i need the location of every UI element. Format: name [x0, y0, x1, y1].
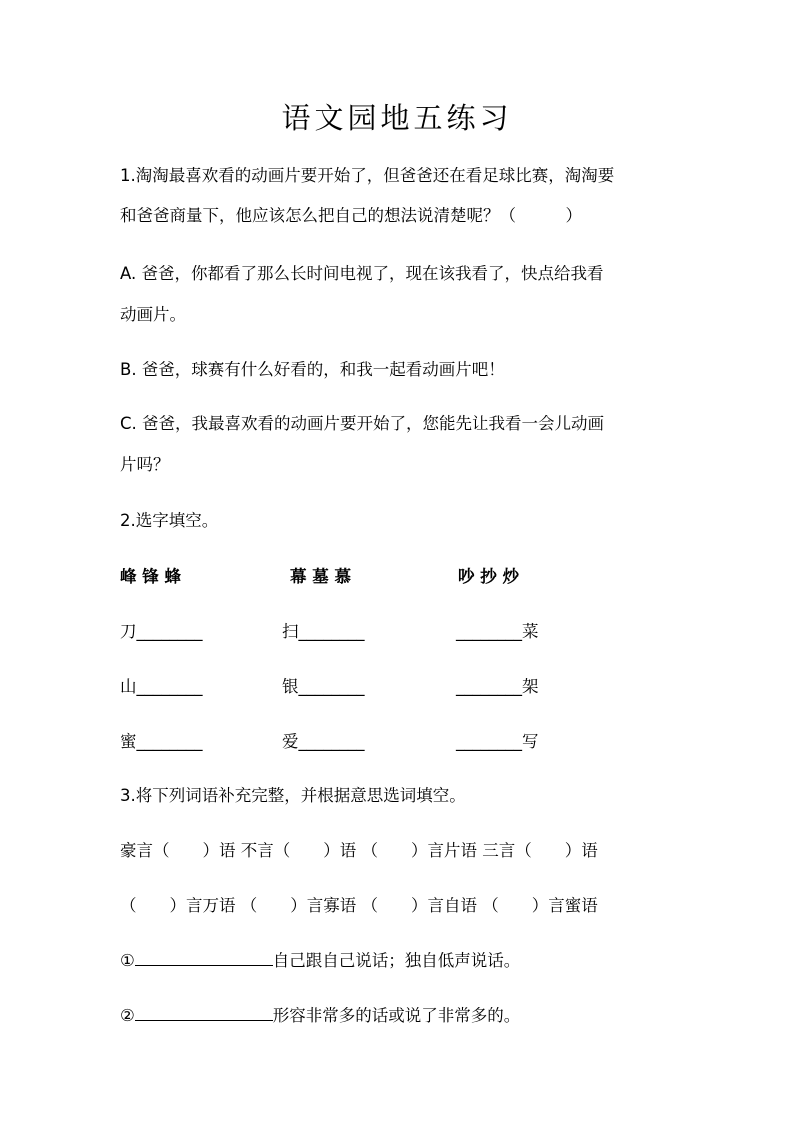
q2-char-group-2: 幕 墓 慕 — [290, 567, 351, 586]
q3-item-1-number: ① — [120, 951, 135, 970]
q3-item-1-text: 自己跟自己说话；独自低声说话。 — [272, 951, 521, 970]
q3-item-2 — [120, 1002, 520, 1026]
q1-stem-line2: 和爸爸商量下，他应该怎么把自己的想法说清楚呢？（ ） — [120, 206, 582, 225]
q3-idiom-row2[interactable]: （ ）言万语 （ ）言寡语 （ ）言自语 （ ）言蜜语 — [120, 896, 598, 915]
q2-heading: 2.选字填空。 — [120, 511, 219, 530]
q2-blank-row2-col2[interactable]: 银________ — [282, 677, 365, 696]
q3-heading: 3.将下列词语补充完整，并根据意思选词填空。 — [120, 786, 466, 805]
q2-blank-row2-col1[interactable]: 山________ — [120, 677, 203, 696]
q2-char-group-3: 吵 抄 炒 — [458, 567, 519, 586]
q3-item-2-blank[interactable] — [135, 1006, 273, 1021]
q3-item-1-blank[interactable] — [135, 951, 273, 966]
q3-item-2-number: ② — [120, 1006, 135, 1025]
q3-item-2-text: 形容非常多的话或说了非常多的。 — [272, 1006, 521, 1025]
q2-blank-row1-col2[interactable]: 扫________ — [282, 622, 365, 641]
q2-blank-row3-col1[interactable]: 蜜________ — [120, 732, 203, 751]
q2-blank-row3-col2[interactable]: 爱________ — [282, 732, 365, 751]
q2-blank-row2-col3[interactable]: ________架 — [456, 677, 539, 696]
q2-blank-row1-col3[interactable]: ________菜 — [456, 622, 539, 641]
page-title: 语文园地五练习 — [281, 101, 513, 135]
q1-stem-line1: 1.淘淘最喜欢看的动画片要开始了，但爸爸还在看足球比赛，淘淘要 — [120, 166, 615, 185]
q1-option-a-line1: A. 爸爸，你都看了那么长时间电视了，现在该我看了，快点给我看 — [120, 264, 604, 283]
q1-option-b: B. 爸爸，球赛有什么好看的，和我一起看动画片吧！ — [120, 360, 505, 379]
q1-option-c-line1: C. 爸爸，我最喜欢看的动画片要开始了，您能先让我看一会儿动画 — [120, 414, 605, 433]
q2-char-group-1: 峰 锋 蜂 — [120, 567, 181, 586]
q3-item-1 — [120, 947, 520, 971]
q2-blank-row1-col1[interactable]: 刀________ — [120, 622, 203, 641]
q1-option-c-line2: 片吗？ — [120, 455, 170, 474]
q1-option-a-line2: 动画片。 — [120, 305, 186, 324]
q3-idiom-row1[interactable]: 豪言（ ）语 不言（ ）语 （ ）言片语 三言（ ）语 — [120, 841, 598, 860]
q2-blank-row3-col3[interactable]: ________写 — [456, 732, 539, 751]
